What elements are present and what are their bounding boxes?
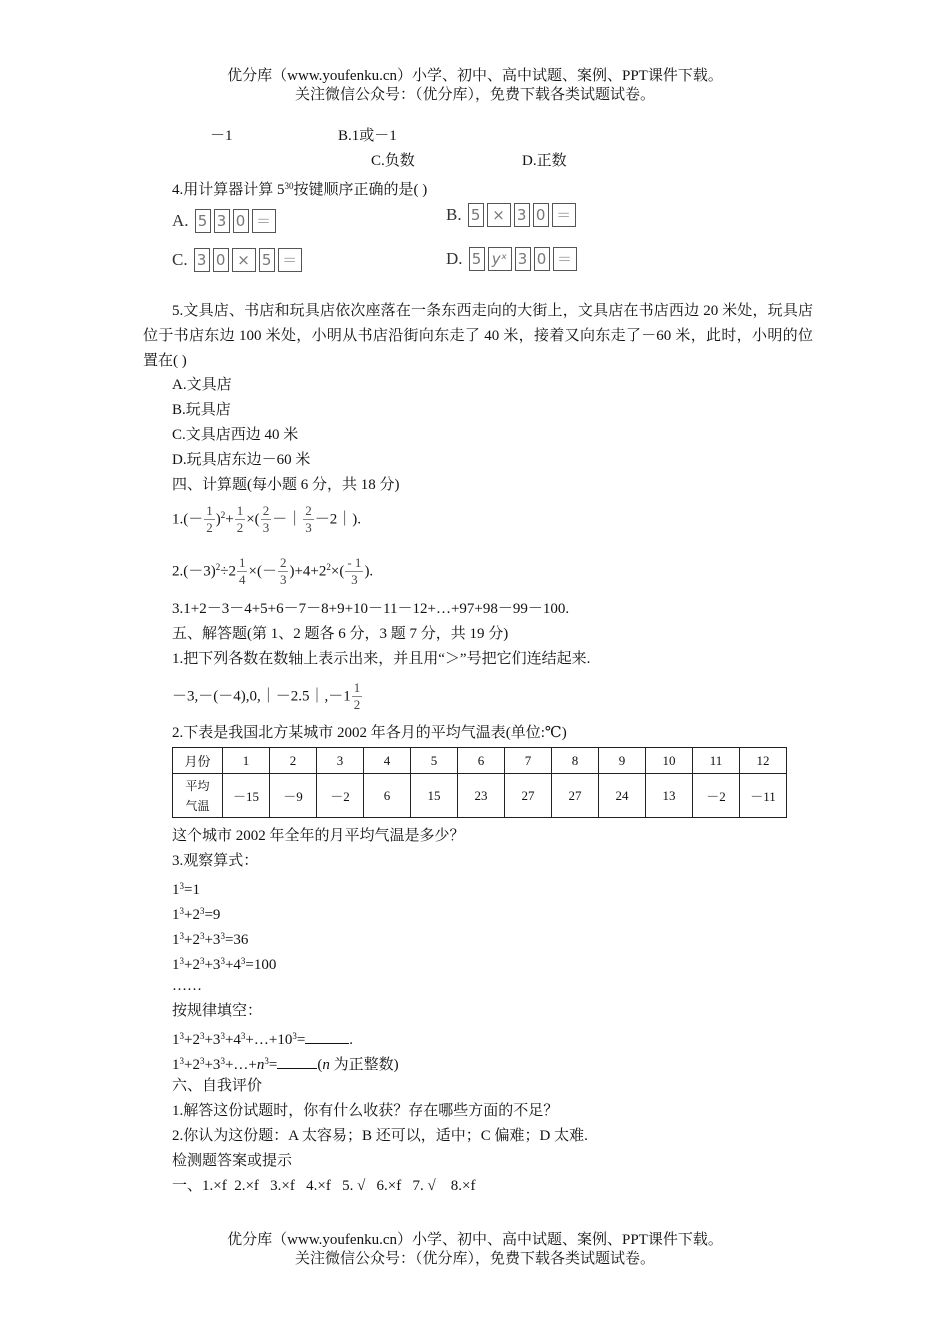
temp-cell: 27 xyxy=(552,774,599,818)
temp-cell: －2 xyxy=(317,774,364,818)
temp-cell: －9 xyxy=(270,774,317,818)
page-header-line1: 优分库（www.youfenku.cn）小学、初中、高中试题、案例、PPT课件下载。 xyxy=(227,68,723,84)
q4-option-b: B. 5 × 3 0 ＝ xyxy=(446,203,579,227)
month-cell: 4 xyxy=(364,748,411,774)
q5-2-question: 这个城市 2002 年全年的月平均气温是多少？ xyxy=(172,828,465,844)
temp-cell: －2 xyxy=(693,774,740,818)
temp-cell: －15 xyxy=(223,774,270,818)
answers-line-1: 一、1.×f 2.×f 3.×f 4.×f 5. √ 6.×f 7. √ 8.×f xyxy=(172,1178,476,1194)
section5-title: 五、解答题(第 1、2 题各 6 分，3 题 7 分，共 19 分) xyxy=(172,626,509,642)
self-eval-1: 1.解答这份试题时，你有什么收获？存在哪些方面的不足？ xyxy=(172,1103,559,1119)
q5-1-numbers: －3,－(－4),0,｜－2.5｜,－1 $\frac{1}{2}$ xyxy=(172,680,361,712)
month-cell: 10 xyxy=(646,748,693,774)
q5-option-b: B.玩具店 xyxy=(172,402,231,418)
page-footer-line1: 优分库（www.youfenku.cn）小学、初中、高中试题、案例、PPT课件下载。 xyxy=(227,1232,723,1248)
temp-cell: －11 xyxy=(740,774,787,818)
equation-ellipsis: …… xyxy=(172,978,202,994)
month-cell: 8 xyxy=(552,748,599,774)
temp-cell: 23 xyxy=(458,774,505,818)
calc-problem-2: $2.(-3)^2\div 2$ $\frac{1}{4}$ ×(－ $\frac{2}{3}$ )$+4+2^2\times$( $\frac{- 1}{3}$ ). xyxy=(172,555,374,587)
section6-title: 六、自我评价 xyxy=(172,1078,263,1094)
self-eval-2: 2.你认为这份题：A 太容易；B 还可以，适中；C 偏难；D 太难. xyxy=(172,1128,588,1144)
equation-4: $1^3+2^3+3^3+4^3=100$ xyxy=(172,956,277,973)
month-cell: 1 xyxy=(223,748,270,774)
month-cell: 7 xyxy=(505,748,552,774)
month-cell: 9 xyxy=(599,748,646,774)
section4-title: 四、计算题(每小题 6 分，共 18 分) xyxy=(172,477,400,493)
table-row xyxy=(173,748,787,774)
calc-problem-1: 1.(－ $\frac{1}{2}$ )$^2$+ $\frac{1}{2}$ ×( $\frac{2}{3}$ －｜ $\frac{2}{3}$ －2｜). xyxy=(172,503,361,535)
q5-option-d: D.玩具店东边－60 米 xyxy=(172,452,311,468)
table-row xyxy=(173,774,787,818)
month-cell: 6 xyxy=(458,748,505,774)
answers-title: 检测题答案或提示 xyxy=(172,1153,293,1169)
q5-3-stem: 3.观察算式： xyxy=(172,853,259,869)
q4-stem: 4.用计算器计算 $5^{30}$按键顺序正确的是( ) xyxy=(172,181,428,198)
month-cell: 12 xyxy=(740,748,787,774)
q4-option-c: C. 3 0 × 5 ＝ xyxy=(172,248,305,272)
fill-in-title: 按规律填空： xyxy=(172,1003,263,1019)
temp-cell: 27 xyxy=(505,774,552,818)
fill-in-2: $1^3+2^3+3^3+\dots+n^3= (n$ 为正整数) xyxy=(172,1056,399,1073)
q3-option-a: －1 xyxy=(210,128,233,144)
page-footer-line2: 关注微信公众号：（优分库），免费下载各类试题试卷。 xyxy=(294,1251,655,1267)
equation-3: $1^3+2^3+3^3=36$ xyxy=(172,931,249,948)
q4-option-d: D. 5 yˣ 3 0 ＝ xyxy=(446,247,580,271)
temp-cell: 24 xyxy=(599,774,646,818)
temperature-table xyxy=(172,747,787,818)
temp-header-cell: 平均 气温 xyxy=(173,774,223,818)
month-cell: 3 xyxy=(317,748,364,774)
temp-cell: 13 xyxy=(646,774,693,818)
month-cell: 11 xyxy=(693,748,740,774)
month-header-cell: 月份 xyxy=(173,748,223,774)
q5-1-stem: 1.把下列各数在数轴上表示出来，并且用“＞”号把它们连结起来. xyxy=(172,651,591,667)
q4-option-a: A. 5 3 0 ＝ xyxy=(172,209,279,233)
q5-option-a: A.文具店 xyxy=(172,377,232,393)
calc-problem-3: 3.1+2－3－4+5+6－7－8+9+10－11－12+…+97+98－99－100. xyxy=(172,601,570,617)
page-header-line2: 关注微信公众号：（优分库），免费下载各类试题试卷。 xyxy=(294,87,655,103)
q5-2-stem: 2.下表是我国北方某城市 2002 年各月的平均气温表(单位:℃) xyxy=(172,725,567,741)
q3-option-d: D.正数 xyxy=(522,153,567,169)
fill-in-1: $1^3+2^3+3^3+4^3+\dots+10^3=$ . xyxy=(172,1031,354,1048)
q5-option-c: C.文具店西边 40 米 xyxy=(172,427,299,443)
q3-option-c: C.负数 xyxy=(371,153,415,169)
month-cell: 2 xyxy=(270,748,317,774)
temp-cell: 6 xyxy=(364,774,411,818)
temp-cell: 15 xyxy=(411,774,458,818)
month-cell: 5 xyxy=(411,748,458,774)
equation-1: $1^3=1$ xyxy=(172,881,200,898)
equation-2: $1^3+2^3=9$ xyxy=(172,906,221,923)
q3-option-b: B.1或－1 xyxy=(338,128,397,144)
q5-stem: 5.文具店、书店和玩具店依次座落在一条东西走向的大街上，文具店在书店西边 20 米处，玩具店位于书店东边 100 米处，小明从书店沿街向东走了 40 米，接着又向东走了－60 米，此时，小明的位置在( ) xyxy=(143,303,813,369)
